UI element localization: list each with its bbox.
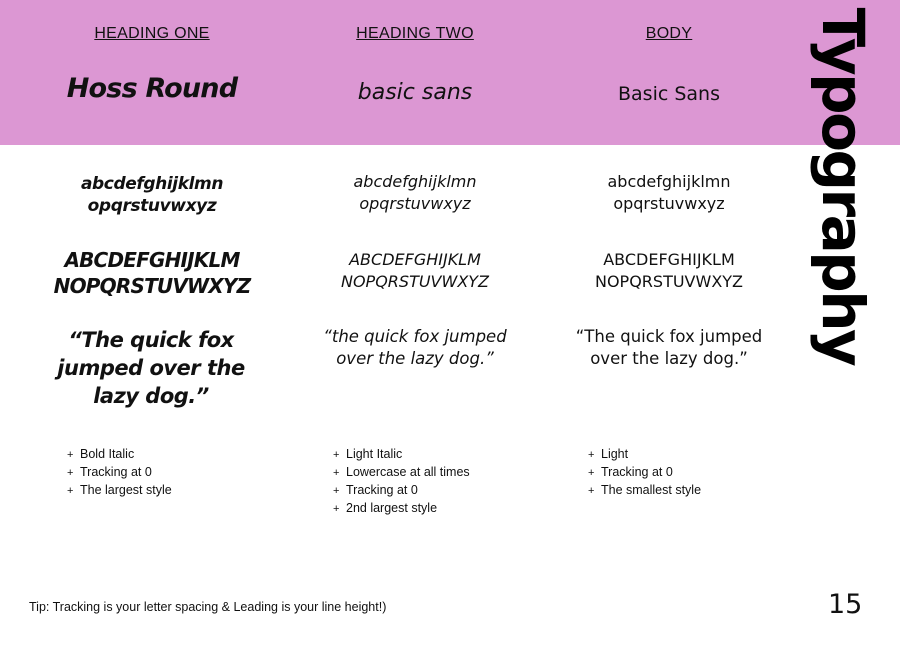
uppercase-line: ABCDEFGHIJKLM: [349, 250, 481, 269]
note-item: + 2nd largest style: [333, 500, 470, 518]
column-heading-one: HEADING ONE: [94, 25, 210, 42]
uppercase-line: NOPQRSTUVWXYZ: [340, 272, 490, 291]
note-item: + Light: [588, 446, 701, 464]
style-notes-heading-one: [67, 446, 172, 500]
note-item: + Light Italic: [333, 446, 470, 464]
lowercase-sample-heading-two: [285, 171, 545, 215]
note-item: + The smallest style: [588, 482, 701, 500]
quote-sample-heading-two: [285, 326, 545, 370]
uppercase-line: NOPQRSTUVWXYZ: [594, 272, 744, 291]
uppercase-sample-heading-one: [22, 247, 282, 299]
page-title: Typography: [809, 7, 877, 365]
uppercase-line: ABCDEFGHIJKLM: [603, 250, 735, 269]
note-item: + Tracking at 0: [588, 464, 701, 482]
quote-line: lazy dog.”: [93, 384, 209, 408]
note-item: + Tracking at 0: [67, 464, 172, 482]
quote-sample-heading-one: [33, 326, 269, 410]
note-item: + Bold Italic: [67, 446, 172, 464]
lowercase-sample-heading-one: [22, 173, 282, 217]
note-item: + Lowercase at all times: [333, 464, 470, 482]
note-item: + Tracking at 0: [333, 482, 470, 500]
note-item: + The largest style: [67, 482, 172, 500]
page-number: 15: [828, 589, 863, 620]
font-name-heading-one: Hoss Round: [66, 73, 238, 104]
font-name-body: Basic Sans: [618, 83, 720, 105]
quote-line: “The quick fox: [68, 328, 234, 352]
quote-line: jumped over the: [57, 356, 245, 380]
lowercase-line: abcdefghijklmn: [607, 172, 731, 191]
quote-line: over the lazy dog.”: [336, 349, 494, 368]
uppercase-line: ABCDEFGHIJKLM: [64, 248, 240, 272]
font-name-heading-two: basic sans: [357, 80, 473, 105]
style-notes-heading-two: [333, 446, 470, 518]
uppercase-sample-body: [539, 249, 799, 293]
lowercase-sample-body: [539, 171, 799, 215]
lowercase-line: opqrstuvwxyz: [613, 194, 725, 213]
quote-line: over the lazy dog.”: [590, 349, 748, 368]
quote-line: “the quick fox jumped: [323, 327, 507, 346]
lowercase-line: opqrstuvwxyz: [359, 194, 471, 213]
uppercase-line: NOPQRSTUVWXYZ: [53, 274, 251, 298]
lowercase-line: abcdefghijklmn: [80, 174, 224, 194]
quote-sample-body: [539, 326, 799, 370]
column-heading-body: BODY: [645, 25, 693, 42]
tip-text: Tip: Tracking is your letter spacing & Leading is your line height!): [29, 600, 387, 614]
style-notes-body: [588, 446, 701, 500]
quote-line: “The quick fox jumped: [575, 327, 763, 346]
column-heading-two: HEADING TWO: [356, 25, 474, 42]
lowercase-line: abcdefghijklmn: [353, 172, 477, 191]
uppercase-sample-heading-two: [285, 249, 545, 293]
lowercase-line: opqrstuvwxyz: [87, 196, 217, 216]
